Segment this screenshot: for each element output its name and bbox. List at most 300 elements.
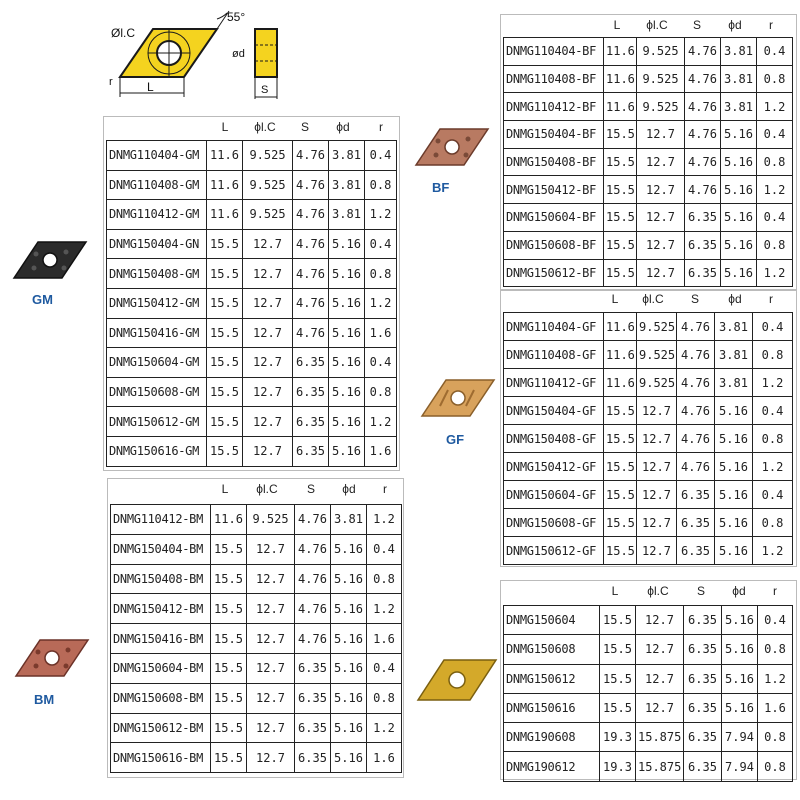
table-row [111,653,402,683]
value-cell: 0.8 [758,635,793,664]
value-cell: 6.35 [685,204,721,232]
gf-spec-table [503,312,793,565]
value-cell: 15.5 [207,259,243,289]
value-cell: 4.76 [685,176,721,204]
value-cell: 19.3 [600,752,636,781]
model-cell: DNMG150604-BF [504,204,604,232]
value-cell: 15.5 [211,743,247,773]
value-cell: 5.16 [721,148,757,176]
value-cell: 12.7 [637,453,677,481]
gm-header-l: L [221,120,229,134]
value-cell: 12.7 [247,683,295,713]
value-cell: 12.7 [636,693,684,722]
value-cell: 15.5 [600,664,636,693]
value-cell: 4.76 [293,318,329,348]
value-cell: 0.4 [753,481,793,509]
value-cell: 1.6 [365,436,397,466]
value-cell: 15.5 [207,229,243,259]
value-cell: 4.76 [677,369,715,397]
value-cell: 9.525 [247,505,295,535]
value-cell: 12.7 [247,653,295,683]
model-cell: DNMG150408-BM [111,564,211,594]
table-row [107,170,397,200]
model-cell: DNMG150612-GM [107,407,207,437]
value-cell: 1.6 [367,743,402,773]
table-row [111,594,402,624]
value-cell: 4.76 [295,534,331,564]
value-cell: 15.5 [604,231,637,259]
bm-series-label: BM [34,692,55,707]
plain-header-r: r [773,584,777,598]
value-cell: 1.6 [758,693,793,722]
value-cell: 1.2 [367,505,402,535]
value-cell: 3.81 [331,505,367,535]
value-cell: 5.16 [331,624,367,654]
value-cell: 6.35 [293,436,329,466]
value-cell: 4.76 [685,65,721,93]
value-cell: 0.8 [365,377,397,407]
value-cell: 15.5 [604,509,637,537]
model-cell: DNMG150616-BM [111,743,211,773]
value-cell: 12.7 [247,743,295,773]
value-cell: 5.16 [721,176,757,204]
value-cell: 6.35 [295,743,331,773]
model-cell: DNMG150412-GF [504,453,604,481]
value-cell: 1.2 [757,259,793,287]
table-row [504,204,793,232]
value-cell: 15.5 [211,713,247,743]
model-cell: DNMG110408-BF [504,65,604,93]
value-cell: 5.16 [331,683,367,713]
value-cell: 1.2 [753,537,793,565]
model-cell: DNMG150416-BM [111,624,211,654]
table-row [111,505,402,535]
value-cell: 15.5 [211,594,247,624]
gf-header-ic: ϕl.C [642,292,664,306]
value-cell: 9.525 [243,170,293,200]
model-cell: DNMG150408-BF [504,148,604,176]
model-cell: DNMG150608 [504,635,600,664]
value-cell: 9.525 [637,65,685,93]
value-cell: 11.6 [211,505,247,535]
bf-header-r: r [769,18,773,32]
table-row [504,664,793,693]
value-cell: 5.16 [329,229,365,259]
value-cell: 4.76 [677,453,715,481]
value-cell: 15.5 [604,481,637,509]
value-cell: 0.4 [757,38,793,66]
model-cell: DNMG150608-GF [504,509,604,537]
table-row [504,148,793,176]
model-cell: DNMG150404-BF [504,121,604,149]
value-cell: 6.35 [677,537,715,565]
table-row [504,509,793,537]
value-cell: 15.5 [211,564,247,594]
l-dimension-label: L [147,80,154,94]
value-cell: 12.7 [247,713,295,743]
table-row [107,288,397,318]
value-cell: 15.5 [604,425,637,453]
table-row [107,407,397,437]
model-cell: DNMG150608-BM [111,683,211,713]
table-row [504,93,793,121]
value-cell: 4.76 [685,121,721,149]
value-cell: 12.7 [637,509,677,537]
value-cell: 3.81 [715,341,753,369]
value-cell: 15.5 [604,148,637,176]
model-cell: DNMG150412-GM [107,288,207,318]
model-cell: DNMG150408-GF [504,425,604,453]
bf-header-ic: ϕl.C [646,18,668,32]
value-cell: 5.16 [721,231,757,259]
model-cell: DNMG150404-GN [107,229,207,259]
value-cell: 5.16 [715,481,753,509]
value-cell: 12.7 [247,594,295,624]
value-cell: 5.16 [331,653,367,683]
value-cell: 4.76 [677,341,715,369]
d-label: ød [232,48,245,60]
gm-header-d: ϕd [336,120,350,134]
value-cell: 4.76 [685,93,721,121]
value-cell: 5.16 [331,594,367,624]
value-cell: 5.16 [331,564,367,594]
value-cell: 15.875 [636,723,684,752]
r-label: r [109,76,113,88]
value-cell: 0.4 [367,653,402,683]
model-cell: DNMG190608 [504,723,600,752]
value-cell: 12.7 [247,534,295,564]
value-cell: 12.7 [243,288,293,318]
value-cell: 5.16 [722,606,758,635]
value-cell: 15.5 [211,534,247,564]
insert-dimension-diagram [105,5,295,105]
table-row [504,38,793,66]
value-cell: 5.16 [721,259,757,287]
value-cell: 4.76 [295,624,331,654]
table-row [111,743,402,773]
gf-insert-icon [418,376,498,422]
plain-header-s: S [696,584,705,598]
value-cell: 15.5 [211,624,247,654]
table-row [504,752,793,781]
value-cell: 12.7 [636,635,684,664]
table-row [107,141,397,171]
value-cell: 15.5 [604,121,637,149]
value-cell: 0.8 [758,752,793,781]
table-row [504,453,793,481]
plain-header-ic: ϕl.C [647,584,669,598]
bm-header-r: r [383,482,387,496]
table-row [107,200,397,230]
value-cell: 4.76 [295,505,331,535]
value-cell: 0.8 [757,65,793,93]
table-row [504,259,793,287]
value-cell: 4.76 [677,313,715,341]
value-cell: 4.76 [677,425,715,453]
table-row [107,318,397,348]
angle-label: 55° [227,10,246,24]
value-cell: 15.5 [600,693,636,722]
value-cell: 5.16 [329,377,365,407]
gm-header-r: r [379,120,383,134]
value-cell: 15.5 [604,397,637,425]
value-cell: 0.8 [758,723,793,752]
value-cell: 1.2 [365,200,397,230]
bf-insert-icon [412,125,492,171]
value-cell: 12.7 [243,318,293,348]
value-cell: 12.7 [637,231,685,259]
model-cell: DNMG150408-GM [107,259,207,289]
value-cell: 12.7 [243,436,293,466]
value-cell: 5.16 [329,348,365,378]
value-cell: 1.2 [758,664,793,693]
model-cell: DNMG110404-GM [107,141,207,171]
model-cell: DNMG110404-BF [504,38,604,66]
value-cell: 6.35 [685,231,721,259]
value-cell: 3.81 [721,93,757,121]
value-cell: 5.16 [715,397,753,425]
model-cell: DNMG110412-BF [504,93,604,121]
value-cell: 7.94 [722,752,758,781]
value-cell: 0.4 [365,348,397,378]
value-cell: 12.7 [637,148,685,176]
value-cell: 5.16 [722,635,758,664]
value-cell: 12.7 [637,481,677,509]
value-cell: 15.5 [604,259,637,287]
bm-header-d: ϕd [342,482,356,496]
value-cell: 0.4 [758,606,793,635]
value-cell: 15.5 [211,653,247,683]
value-cell: 15.5 [604,453,637,481]
value-cell: 0.8 [365,170,397,200]
bm-header-l: L [221,482,229,496]
value-cell: 0.8 [757,148,793,176]
value-cell: 11.6 [604,369,637,397]
model-cell: DNMG110412-GM [107,200,207,230]
value-cell: 0.8 [757,231,793,259]
value-cell: 1.2 [753,369,793,397]
value-cell: 12.7 [637,425,677,453]
value-cell: 1.2 [367,594,402,624]
value-cell: 6.35 [677,481,715,509]
value-cell: 0.8 [753,509,793,537]
model-cell: DNMG150416-GM [107,318,207,348]
value-cell: 9.525 [243,200,293,230]
model-cell: DNMG150612-GF [504,537,604,565]
table-row [504,635,793,664]
model-cell: DNMG150412-BM [111,594,211,624]
table-row [504,425,793,453]
value-cell: 5.16 [329,407,365,437]
value-cell: 4.76 [685,38,721,66]
value-cell: 5.16 [715,509,753,537]
value-cell: 4.76 [295,594,331,624]
value-cell: 12.7 [243,407,293,437]
value-cell: 12.7 [637,397,677,425]
gf-header-d: ϕd [728,292,742,306]
model-cell: DNMG190612 [504,752,600,781]
value-cell: 12.7 [637,204,685,232]
table-row [504,693,793,722]
value-cell: 6.35 [293,377,329,407]
value-cell: 6.35 [684,723,722,752]
gm-header-ic: ϕl.C [254,120,276,134]
plain-spec-table [503,605,793,782]
model-cell: DNMG150604-GF [504,481,604,509]
value-cell: 11.6 [604,341,637,369]
gm-series-label: GM [32,292,53,307]
bm-header-s: S [306,482,315,496]
table-row [504,481,793,509]
value-cell: 0.4 [753,397,793,425]
value-cell: 15.5 [604,204,637,232]
value-cell: 5.16 [329,288,365,318]
model-cell: DNMG110412-BM [111,505,211,535]
value-cell: 15.875 [636,752,684,781]
model-cell: DNMG150404-GF [504,397,604,425]
value-cell: 19.3 [600,723,636,752]
value-cell: 0.8 [753,425,793,453]
plain-header-d: ϕd [732,584,746,598]
gf-series-label: GF [446,432,465,447]
value-cell: 15.5 [604,537,637,565]
value-cell: 6.35 [295,713,331,743]
table-row [504,121,793,149]
value-cell: 5.16 [331,713,367,743]
table-row [107,348,397,378]
table-row [504,537,793,565]
bm-spec-table [110,504,402,773]
value-cell: 3.81 [715,313,753,341]
table-row [504,723,793,752]
model-cell: DNMG150412-BF [504,176,604,204]
table-row [111,534,402,564]
model-cell: DNMG150404-BM [111,534,211,564]
table-row [504,606,793,635]
model-cell: DNMG150616-GM [107,436,207,466]
value-cell: 5.16 [721,121,757,149]
value-cell: 5.16 [329,259,365,289]
value-cell: 5.16 [329,436,365,466]
model-cell: DNMG110408-GM [107,170,207,200]
value-cell: 15.5 [600,635,636,664]
value-cell: 12.7 [636,606,684,635]
table-row [107,259,397,289]
value-cell: 1.2 [365,288,397,318]
value-cell: 0.4 [365,229,397,259]
value-cell: 4.76 [293,200,329,230]
ic-label: Øl.C [111,26,135,40]
value-cell: 11.6 [207,141,243,171]
value-cell: 1.2 [757,176,793,204]
model-cell: DNMG150612-BM [111,713,211,743]
value-cell: 12.7 [637,259,685,287]
gm-insert-icon [10,238,90,284]
bf-series-label: BF [432,180,450,195]
value-cell: 5.16 [715,453,753,481]
table-row [111,683,402,713]
table-row [504,369,793,397]
value-cell: 11.6 [604,65,637,93]
value-cell: 12.7 [243,377,293,407]
table-row [504,176,793,204]
value-cell: 3.81 [329,141,365,171]
value-cell: 5.16 [331,743,367,773]
bf-header-l: L [613,18,621,32]
table-row [504,397,793,425]
gm-spec-table [106,140,397,467]
value-cell: 0.4 [365,141,397,171]
value-cell: 4.76 [293,141,329,171]
value-cell: 12.7 [243,348,293,378]
value-cell: 3.81 [721,65,757,93]
value-cell: 1.2 [753,453,793,481]
table-row [107,436,397,466]
model-cell: DNMG150608-GM [107,377,207,407]
value-cell: 4.76 [293,229,329,259]
value-cell: 11.6 [604,38,637,66]
value-cell: 5.16 [722,693,758,722]
value-cell: 15.5 [604,176,637,204]
value-cell: 6.35 [295,653,331,683]
value-cell: 1.2 [367,713,402,743]
value-cell: 12.7 [243,259,293,289]
value-cell: 1.2 [365,407,397,437]
value-cell: 15.5 [207,288,243,318]
bm-insert-icon [12,636,92,682]
value-cell: 15.5 [207,377,243,407]
value-cell: 15.5 [600,606,636,635]
value-cell: 1.6 [365,318,397,348]
value-cell: 12.7 [637,537,677,565]
value-cell: 6.35 [293,348,329,378]
value-cell: 11.6 [604,313,637,341]
gm-header-s: S [300,120,309,134]
model-cell: DNMG150612-BF [504,259,604,287]
value-cell: 6.35 [677,509,715,537]
table-row [504,231,793,259]
gf-header-l: L [611,292,619,306]
value-cell: 15.5 [207,407,243,437]
table-row [111,564,402,594]
model-cell: DNMG150604-GM [107,348,207,378]
value-cell: 1.6 [367,624,402,654]
value-cell: 5.16 [721,204,757,232]
value-cell: 0.8 [365,259,397,289]
value-cell: 11.6 [207,170,243,200]
value-cell: 15.5 [207,348,243,378]
value-cell: 11.6 [207,200,243,230]
value-cell: 0.4 [757,204,793,232]
value-cell: 5.16 [715,425,753,453]
value-cell: 15.5 [207,318,243,348]
table-row [111,624,402,654]
table-row [504,65,793,93]
value-cell: 9.525 [637,369,677,397]
value-cell: 5.16 [722,664,758,693]
model-cell: DNMG150604 [504,606,600,635]
value-cell: 4.76 [293,170,329,200]
gf-header-s: S [690,292,699,306]
value-cell: 15.5 [211,683,247,713]
value-cell: 3.81 [715,369,753,397]
value-cell: 0.4 [367,534,402,564]
value-cell: 12.7 [247,624,295,654]
value-cell: 9.525 [637,38,685,66]
value-cell: 0.8 [367,683,402,713]
value-cell: 6.35 [684,693,722,722]
value-cell: 4.76 [293,259,329,289]
